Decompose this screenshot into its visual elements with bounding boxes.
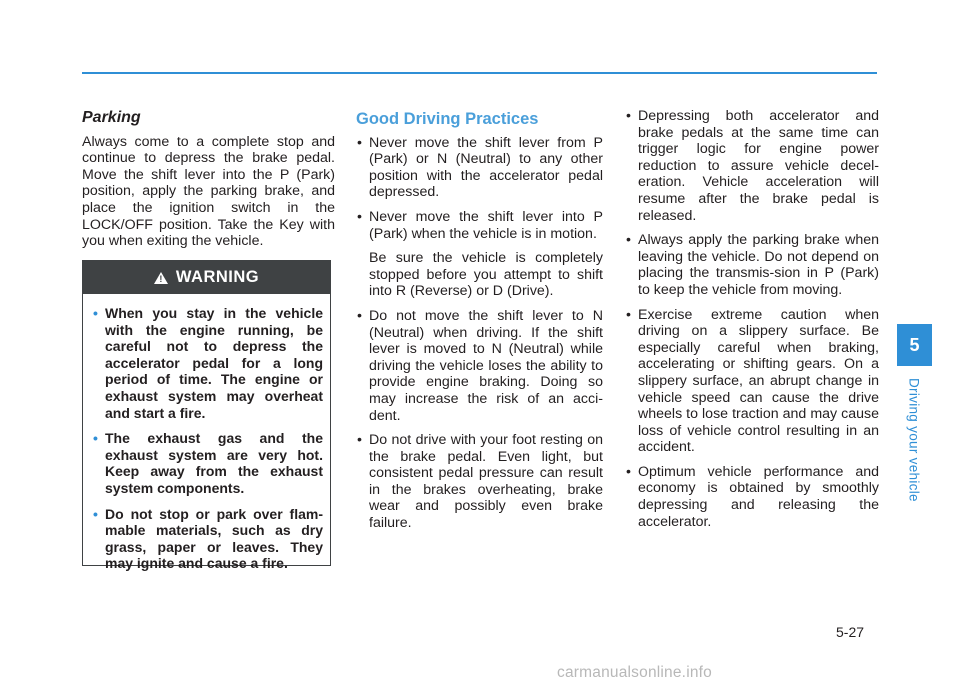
warning-header [83,261,330,294]
parking-paragraph: Always come to a complete stop and continue to depress the brake pedal. Move the shift lever into the P (Park) position, apply the parking brake, and place the ignition switch in the LOCK/OFF position. Take the Key with you when exiting the vehicle. [82,133,335,250]
chapter-title [896,370,932,510]
warning-item: • When you stay in the vehicle with the engine running, be careful not to depress the accelerator pedal for a long period of time. The engine or exhaust system may overheat and start a fire. [92,305,323,421]
list-item: • Do not drive with your foot resting on the brake pedal. Even light, but consistent pedal pressure can result in the brakes overheating, brake wear and possibly even brake failure. [356,432,603,532]
list-item: • Optimum vehicle performance and economy is obtained by smoothly depressing and releasing the accelerator. [625,464,879,530]
chapter-number-tab: 5 [897,324,932,366]
parking-heading: Parking [82,109,141,126]
list-item: • Do not move the shift lever to N (Neutral) when driving. If the shift lever is moved to N (Neutral) while driving the vehicle loses the ability to provide engine braking. Doing so may increase the risk of an acci-dent. [356,308,603,424]
header-rule [82,72,877,74]
list-item: • Depressing both accelerator and brake pedals at the same time can trigger logic for engine power reduction to assure vehicle decel-eration. Vehicle acceleration will resume after the brake pedal is released. [625,108,879,224]
warning-item: • Do not stop or park over flam-mable materials, such as dry grass, paper or leaves. They may ignite and cause a fire. [92,506,323,572]
section-heading: Good Driving Practices [356,110,539,128]
list-item: • Never move the shift lever from P (Park) or N (Neutral) to any other position with the accelerator pedal depressed. [356,135,603,201]
practices-list-right [625,108,879,530]
warning-list [83,294,330,572]
right-column [625,108,879,538]
middle-column [356,108,603,540]
list-item: • Always apply the parking brake when leaving the vehicle. Do not depend on placing the transmis-sion in P (Park) to keep the vehicle from moving. [625,232,879,298]
warning-item: • The exhaust gas and the exhaust system are very hot. Keep away from the exhaust system components. [92,430,323,496]
warning-title: WARNING [175,268,260,286]
left-column [82,108,335,250]
watermark: carmanualsonline.info [557,664,712,681]
practices-list [356,135,603,243]
sub-paragraph: Be sure the vehicle is completely stopped before you attempt to shift into R (Reverse) or D (Drive). [369,250,603,300]
page-number: 5-27 [836,624,865,640]
practices-list-continued [356,308,603,532]
list-item: • Exercise extreme caution when driving on a slippery surface. Be especially careful when braking, accelerating or shifting gears. On a slippery surface, an abrupt change in vehicle speed can cause the drive wheels to lose traction and may cause loss of vehicle control resulting in an accident. [625,307,879,456]
warning-box [82,260,331,572]
chapter-title-text: Driving your vehicle [906,378,922,502]
warning-triangle-icon: ! [154,272,168,284]
list-item: • Never move the shift lever into P (Park) when the vehicle is in motion. [356,209,603,242]
